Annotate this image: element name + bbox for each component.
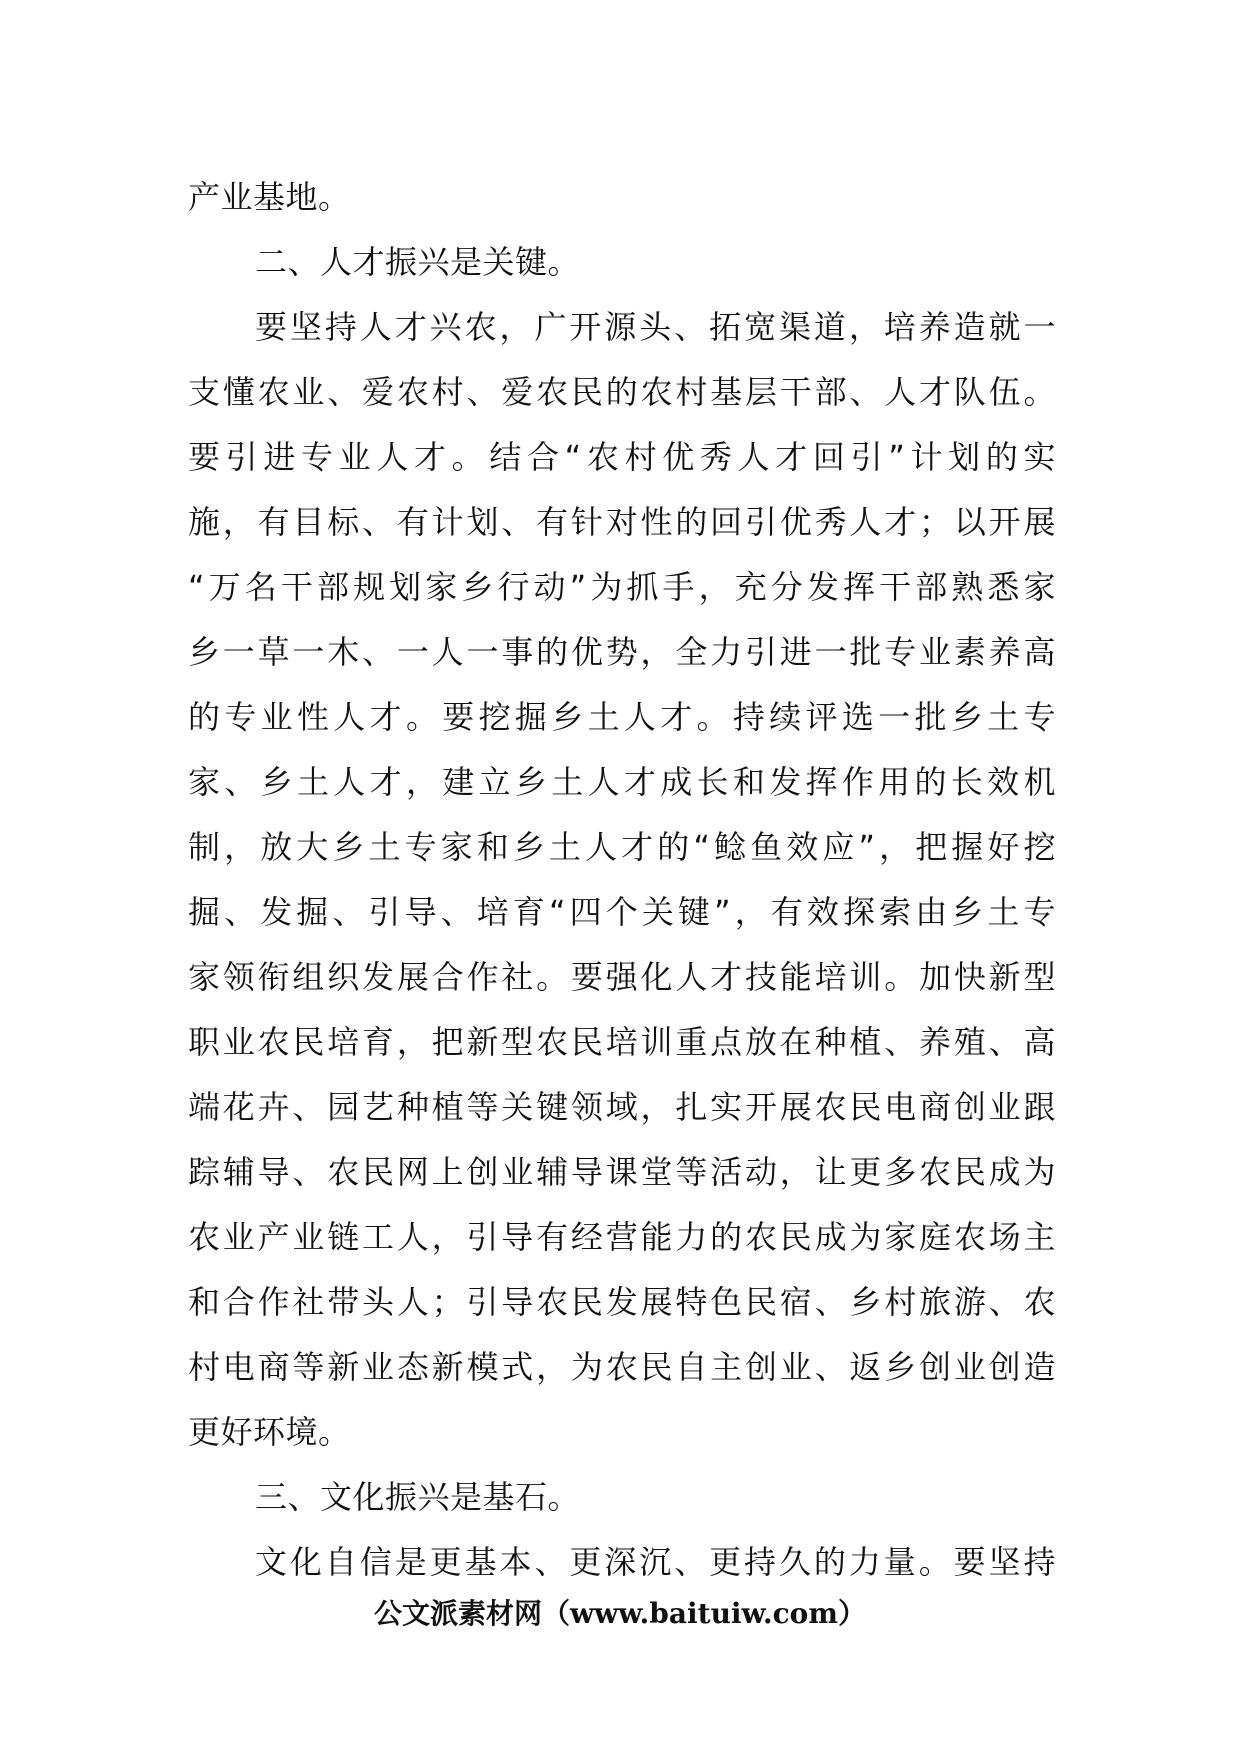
text-line: 支懂农业、爱农村、爱农民的农村基层干部、人才队伍。: [188, 373, 1056, 411]
text-line: 要坚持人才兴农，广开源头、拓宽渠道，培养造就一: [255, 308, 1056, 346]
text-line: 职业农民培育，把新型农民培训重点放在种植、养殖、高: [188, 1023, 1056, 1061]
text-line: 的专业性人才。要挖掘乡土人才。持续评选一批乡土专: [188, 698, 1056, 736]
text-line: 施，有目标、有计划、有针对性的回引优秀人才；以开展: [188, 503, 1056, 541]
text-line: 文化自信是更基本、更深沉、更持久的力量。要坚持: [255, 1543, 1056, 1581]
text-line: 制，放大乡土专家和乡土人才的“鲶鱼效应”，把握好挖: [188, 828, 1056, 866]
footer-watermark: 公文派素材网（www.baituiw.com）: [374, 1597, 866, 1630]
text-line: 农业产业链工人，引导有经营能力的农民成为家庭农场主: [188, 1218, 1056, 1256]
text-line: 村电商等新业态新模式，为农民自主创业、返乡创业创造: [188, 1348, 1056, 1386]
text-line: 和合作社带头人；引导农民发展特色民宿、乡村旅游、农: [188, 1283, 1056, 1321]
text-line: 三、文化振兴是基石。: [255, 1478, 581, 1516]
text-line: 踪辅导、农民网上创业辅导课堂等活动，让更多农民成为: [188, 1153, 1056, 1191]
text-line: 乡一草一木、一人一事的优势，全力引进一批专业素养高: [188, 633, 1056, 671]
text-line: 家、乡土人才，建立乡土人才成长和发挥作用的长效机: [188, 763, 1056, 801]
body-text: [188, 165, 1056, 1595]
text-line: 更好环境。: [188, 1413, 351, 1451]
text-line: 产业基地。: [188, 178, 351, 216]
text-line: “万名干部规划家乡行动”为抓手，充分发挥干部熟悉家: [188, 568, 1056, 606]
text-line: 二、人才振兴是关键。: [255, 243, 581, 281]
text-line: 家领衔组织发展合作社。要强化人才技能培训。加快新型: [188, 958, 1056, 996]
text-line: 要引进专业人才。结合“农村优秀人才回引”计划的实: [188, 438, 1056, 476]
text-line: 端花卉、园艺种植等关键领域，扎实开展农民电商创业跟: [188, 1088, 1056, 1126]
text-line: 掘、发掘、引导、培育“四个关键”，有效探索由乡土专: [188, 893, 1056, 931]
